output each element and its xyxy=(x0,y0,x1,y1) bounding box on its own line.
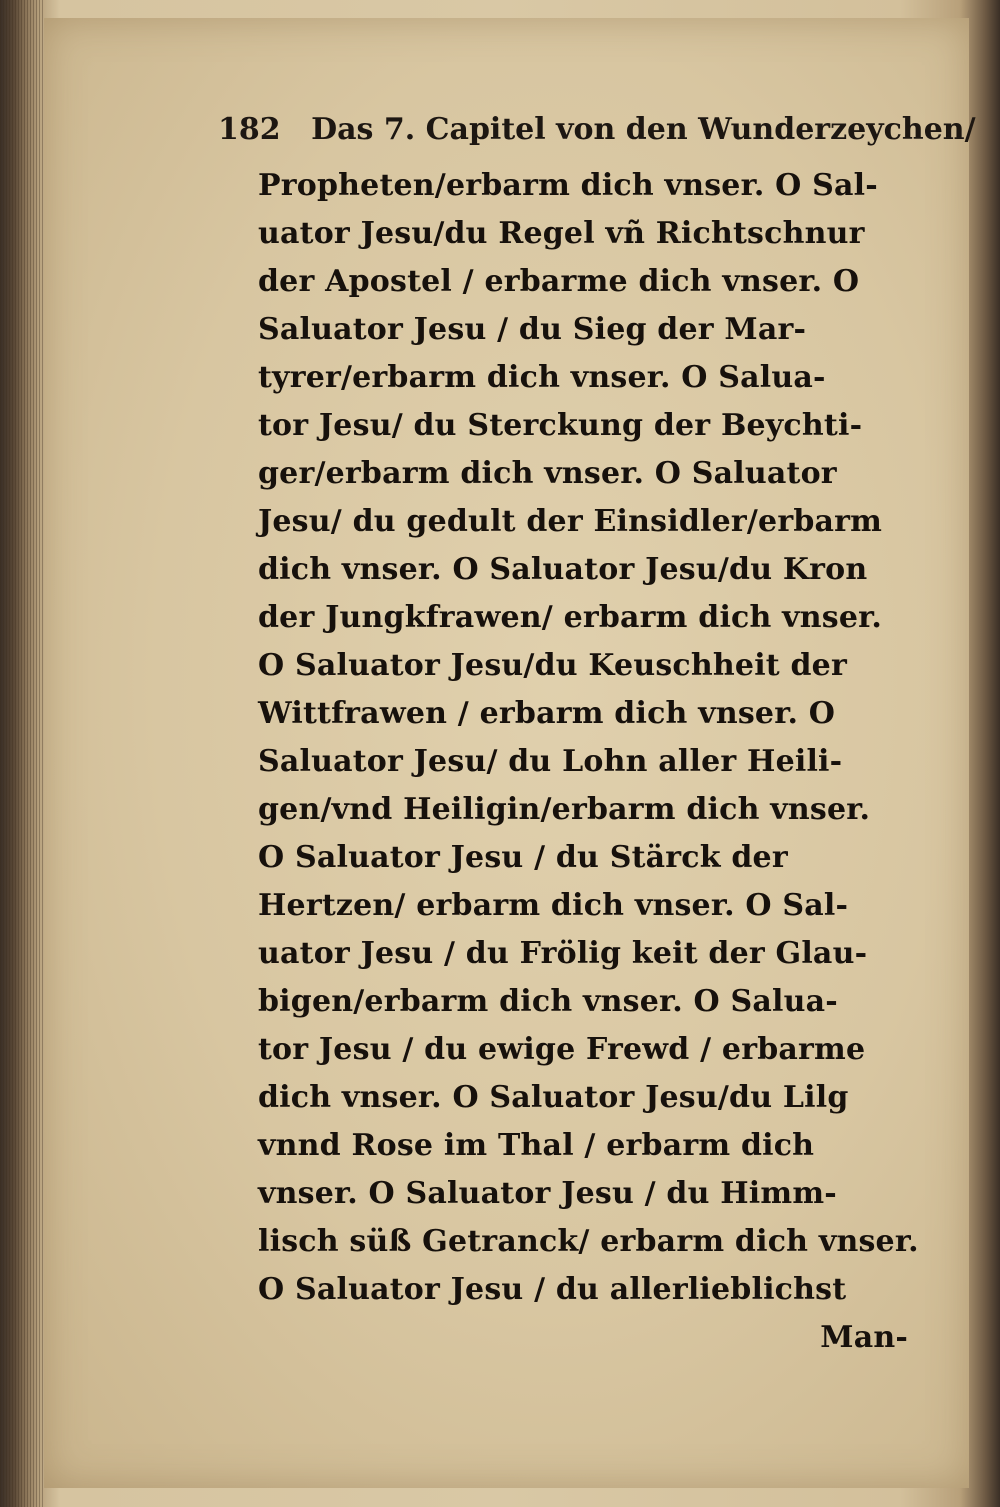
text-line: uator Jesu / du Frölig keit der Glau- xyxy=(258,936,868,971)
text-line: der Apostel / erbarme dich vnser. O xyxy=(258,264,860,299)
text-line: O Saluator Jesu / du Stärck der xyxy=(258,840,788,875)
text-line: vnser. O Saluator Jesu / du Himm- xyxy=(258,1176,837,1211)
text-line: uator Jesu/du Regel vñ Richtschnur xyxy=(258,216,865,251)
page-edges xyxy=(0,0,44,1507)
page-header xyxy=(218,112,976,156)
text-line: ger/erbarm dich vnser. O Saluator xyxy=(258,456,837,491)
text-line: tyrer/erbarm dich vnser. O Salua- xyxy=(258,360,826,395)
text-line: der Jungkfrawen/ erbarm dich vnser. xyxy=(258,600,883,635)
running-title: Das 7. Capitel von den Wunderzeychen/ xyxy=(311,112,976,147)
text-line: Saluator Jesu/ du Lohn aller Heili- xyxy=(258,744,843,779)
text-line: tor Jesu/ du Sterckung der Beychti- xyxy=(258,408,863,443)
text-line: Jesu/ du gedult der Einsidler/erbarm xyxy=(258,504,883,539)
text-line: Wittfrawen / erbarm dich vnser. O xyxy=(258,696,836,731)
text-line: O Saluator Jesu/du Keuschheit der xyxy=(258,648,847,683)
body-text xyxy=(258,162,938,1362)
page-number: 182 xyxy=(218,112,281,147)
text-line: lisch süß Getranck/ erbarm dich vnser. xyxy=(258,1224,919,1259)
text-line: Saluator Jesu / du Sieg der Mar- xyxy=(258,312,807,347)
text-line: tor Jesu / du ewige Frewd / erbarme xyxy=(258,1032,866,1067)
text-line: dich vnser. O Saluator Jesu/du Lilg xyxy=(258,1080,849,1115)
text-line: bigen/erbarm dich vnser. O Salua- xyxy=(258,984,838,1019)
text-line: dich vnser. O Saluator Jesu/du Kron xyxy=(258,552,868,587)
text-line: gen/vnd Heiligin/erbarm dich vnser. xyxy=(258,792,871,827)
text-line: Hertzen/ erbarm dich vnser. O Sal- xyxy=(258,888,849,923)
text-line: Propheten/erbarm dich vnser. O Sal- xyxy=(258,168,878,203)
catchword: Man- xyxy=(820,1320,908,1355)
text-line: O Saluator Jesu / du allerlieblichst xyxy=(258,1272,847,1307)
text-line: vnnd Rose im Thal / erbarm dich xyxy=(258,1128,815,1163)
